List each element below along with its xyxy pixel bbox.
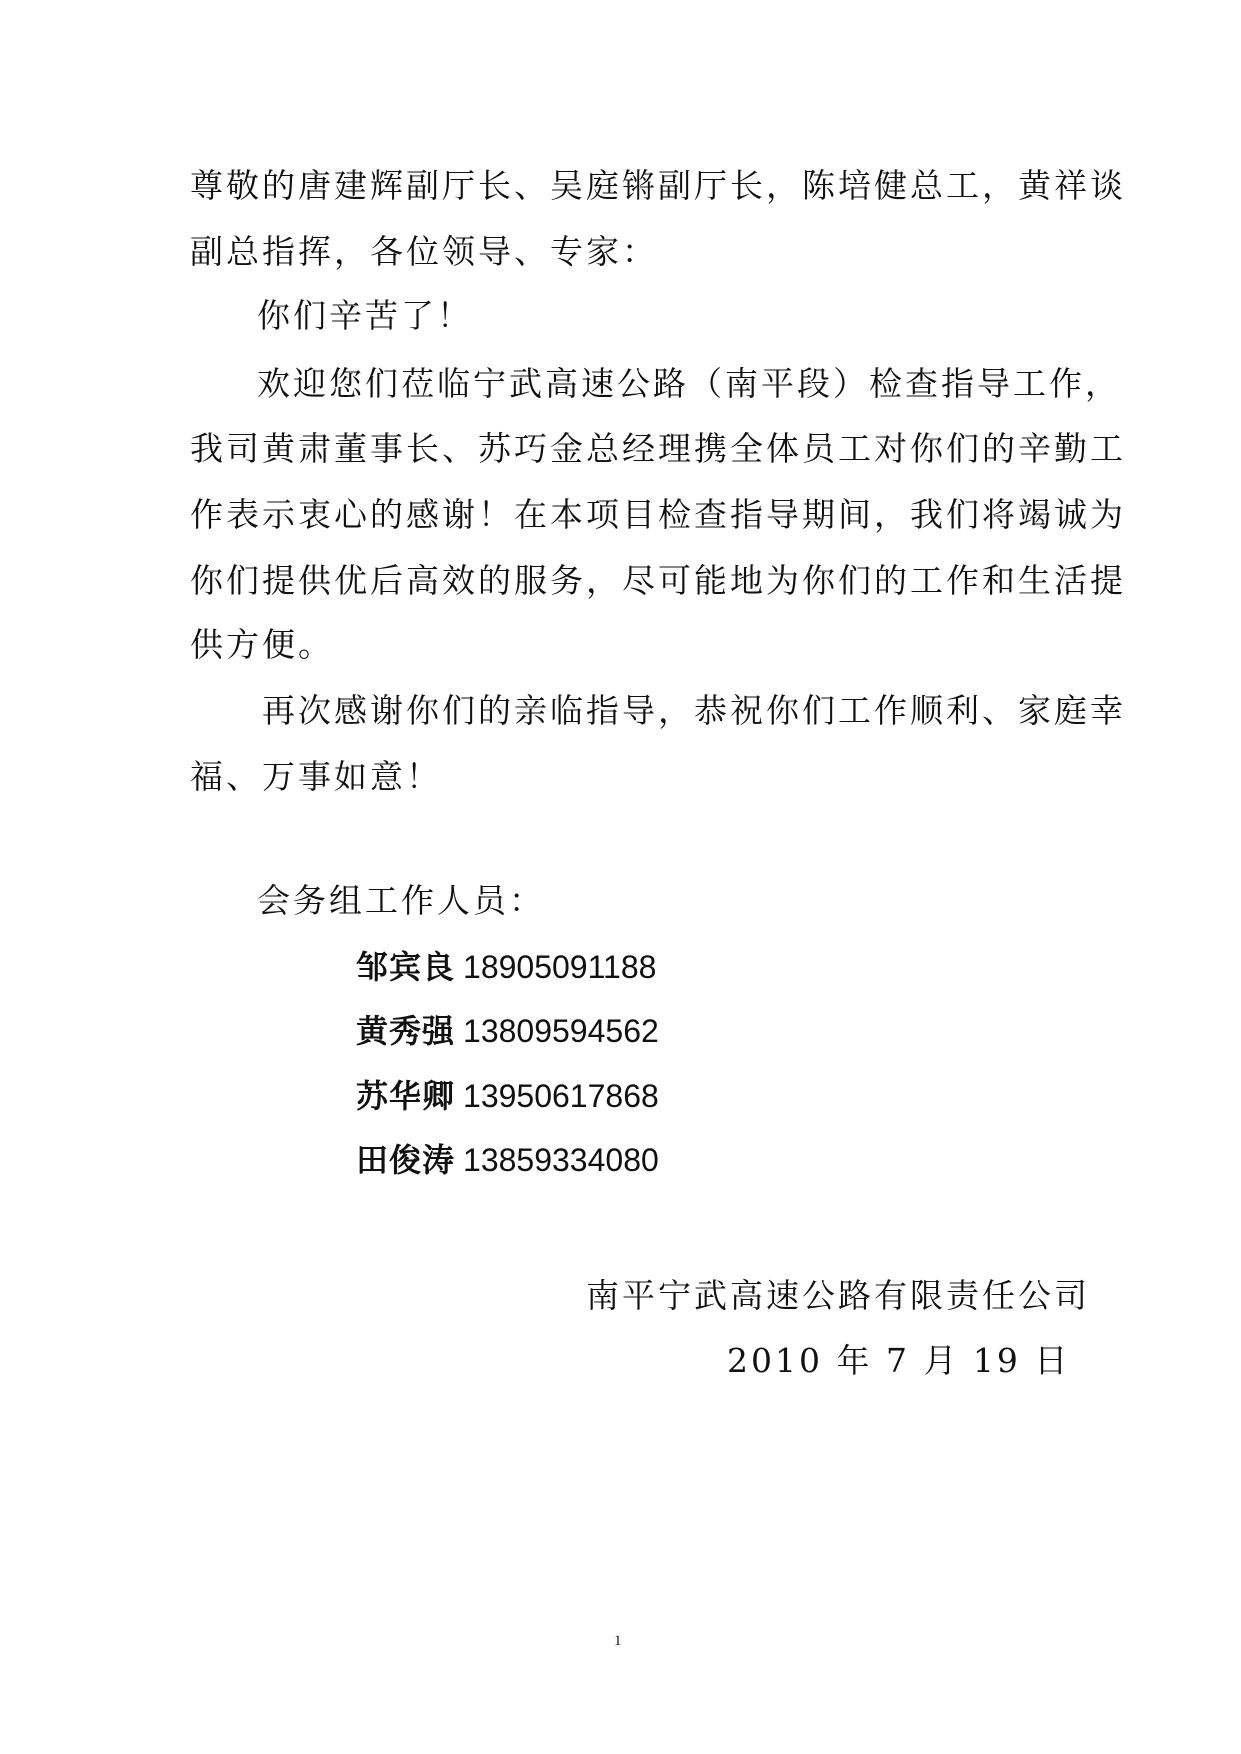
page-number: 1 [614, 1633, 622, 1649]
body-paragraph-1-line-2: 我司黄肃董事长、苏巧金总经理携全体员工对你们的辛勤工 [190, 429, 1126, 468]
contact-phone: 13859334080 [463, 1142, 659, 1178]
contact-phone: 13950617868 [463, 1078, 659, 1114]
contact-phone: 18905091188 [463, 949, 657, 985]
body-paragraph-1-line-4: 你们提供优后高效的服务，尽可能地为你们的工作和生活提 [190, 561, 1126, 600]
body-paragraph-1-line-5: 供方便。 [190, 625, 334, 664]
contact-row [356, 947, 656, 987]
salutation-line-1: 尊敬的唐建辉副厅长、吴庭锵副厅长，陈培健总工，黄祥谈 [190, 166, 1126, 205]
contact-row [356, 1011, 659, 1051]
contact-name: 邹宾良 [356, 948, 456, 986]
body-paragraph-2-line-2: 福、万事如意！ [190, 757, 442, 796]
salutation-line-2: 副总指挥，各位领导、专家： [190, 232, 658, 271]
greeting: 你们辛苦了！ [257, 296, 473, 335]
signature-date: 2010 年 7 月 19 日 [727, 1341, 1071, 1380]
contact-name: 田俊涛 [356, 1141, 456, 1179]
staff-heading: 会务组工作人员： [257, 881, 545, 920]
contact-name: 苏华卿 [356, 1077, 456, 1115]
body-paragraph-1-line-1: 欢迎您们莅临宁武高速公路（南平段）检查指导工作， [257, 364, 1121, 403]
body-paragraph-1-line-3: 作表示衷心的感谢！在本项目检查指导期间，我们将竭诚为 [190, 495, 1126, 534]
body-paragraph-2-line-1: 再次感谢你们的亲临指导，恭祝你们工作顺利、家庭幸 [262, 691, 1126, 730]
signature-company: 南平宁武高速公路有限责任公司 [586, 1276, 1090, 1315]
contact-row [356, 1140, 659, 1180]
contact-name: 黄秀强 [356, 1012, 456, 1050]
contact-row [356, 1076, 659, 1116]
contact-phone: 13809594562 [463, 1013, 659, 1049]
